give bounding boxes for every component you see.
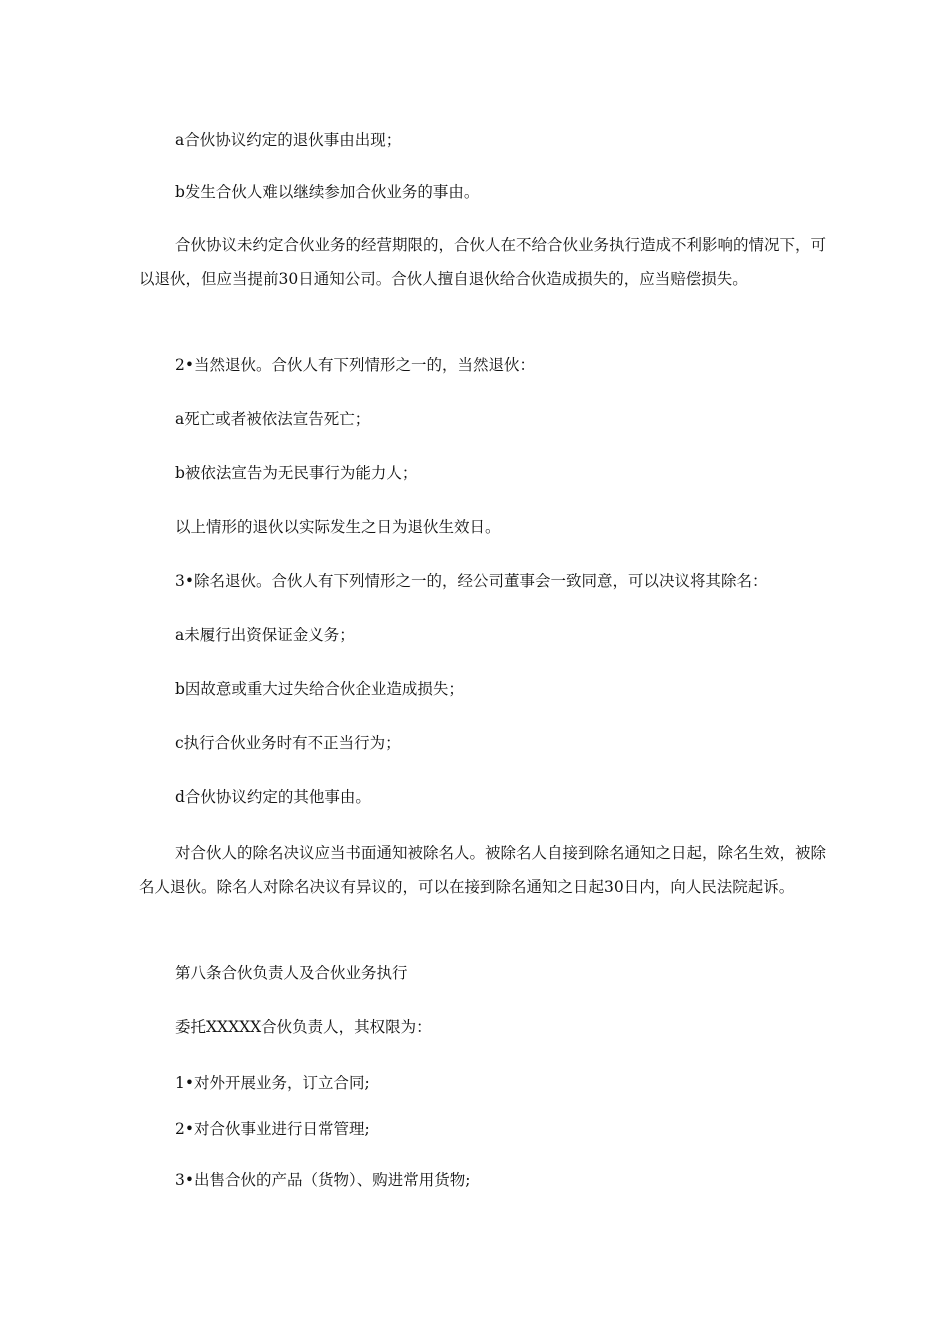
list-item-authority-1: 1•对外开展业务，订立合同;	[175, 1074, 370, 1092]
paragraph-withdrawal-reason-b: b发生合伙人难以继续参加合伙业务的事由。	[175, 183, 480, 201]
section-heading-article-8: 第八条合伙负责人及合伙业务执行	[175, 964, 408, 982]
list-item-authority-2: 2•对合伙事业进行日常管理;	[175, 1120, 370, 1138]
paragraph-expulsion-notice: 对合伙人的除名决议应当书面通知被除名人。被除名人自接到除名通知之日起，除名生效，被除名人退伙。除名人对除名决议有异议的，可以在接到除名通知之日起30日内，向人民法院起诉。	[139, 844, 827, 896]
paragraph-expulsion-reason-a: a未履行出资保证金义务；	[175, 626, 355, 644]
paragraph-expulsion-withdrawal: 3•除名退伙。合伙人有下列情形之一的，经公司董事会一致同意，可以决议将其除名：	[175, 572, 768, 590]
list-item-authority-3: 3•出售合伙的产品（货物）、购进常用货物;	[175, 1171, 471, 1189]
paragraph-expulsion-reason-c: c执行合伙业务时有不正当行为；	[175, 734, 401, 752]
paragraph-unspecified-term: 合伙协议未约定合伙业务的经营期限的，合伙人在不给合伙业务执行造成不利影响的情况下，可以退伙，但应当提前30日通知公司。合伙人擅自退伙给合伙造成损失的，应当赔偿损失。	[139, 236, 827, 288]
paragraph-automatic-withdrawal: 2•当然退伙。合伙人有下列情形之一的，当然退伙：	[175, 356, 536, 374]
paragraph-expulsion-reason-b: b因故意或重大过失给合伙企业造成损失；	[175, 680, 464, 698]
paragraph-delegation: 委托XXXXX合伙负责人，其权限为：	[175, 1018, 432, 1036]
paragraph-effective-date: 以上情形的退伙以实际发生之日为退伙生效日。	[175, 518, 501, 536]
paragraph-withdrawal-reason-a: a合伙协议约定的退伙事由出现；	[175, 131, 402, 149]
paragraph-automatic-reason-b: b被依法宣告为无民事行为能力人；	[175, 464, 418, 482]
paragraph-automatic-reason-a: a死亡或者被依法宣告死亡；	[175, 410, 371, 428]
paragraph-expulsion-reason-d: d合伙协议约定的其他事由。	[175, 788, 371, 806]
